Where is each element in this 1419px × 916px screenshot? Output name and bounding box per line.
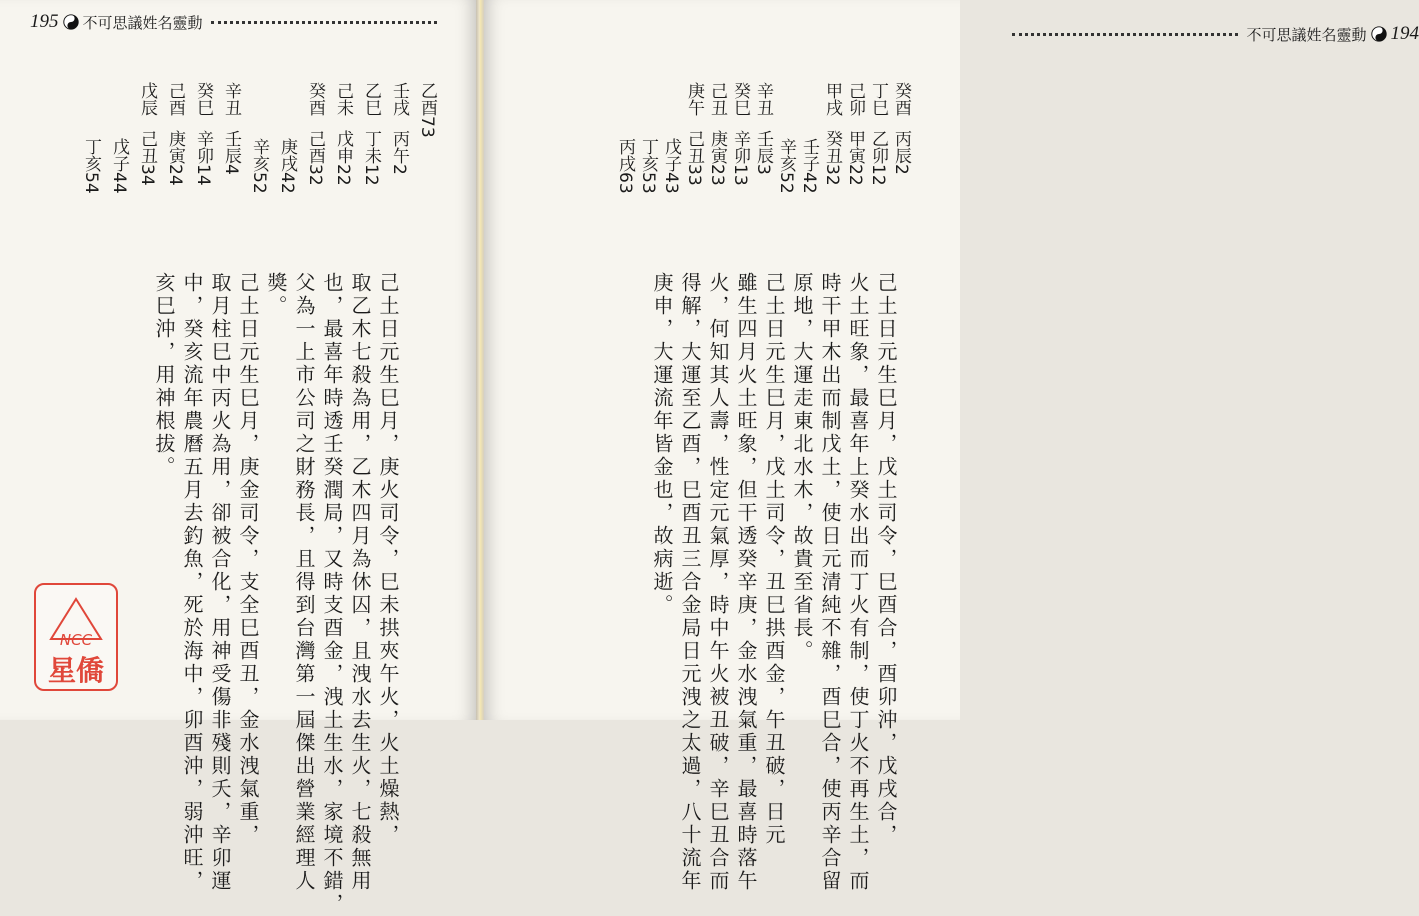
chart-pillar: 辛丑 — [754, 82, 771, 116]
chart-column — [892, 82, 909, 175]
chart-column — [390, 82, 407, 175]
chart-column — [731, 82, 748, 186]
chart-column — [138, 82, 155, 186]
chart-column — [777, 82, 794, 194]
chart-luck-pillar: 癸丑32 — [823, 130, 840, 186]
text-column: 時干甲木出而制戊土，使日元清純不雜，酉巳合，使丙辛合留 — [820, 272, 840, 893]
chart-luck-pillar: 丙午2 — [390, 130, 407, 175]
left-page-number: 195 — [30, 11, 59, 33]
chart-pillar: 戊辰 — [138, 82, 155, 116]
text-column: 己土日元生巳月，戊土司令，丑巳拱酉金，午丑破，日元 — [764, 272, 784, 847]
chart-column — [250, 82, 267, 194]
chart-column — [82, 82, 99, 194]
chart-column — [616, 82, 633, 194]
yin-yang-icon — [1371, 26, 1387, 42]
chart-pillar: 乙酉73 — [418, 82, 435, 138]
chart-column — [685, 82, 702, 186]
text-column: 獎。 — [266, 272, 286, 318]
right-page-number: 194 — [1391, 23, 1419, 45]
chart-luck-pillar: 己酉32 — [306, 130, 323, 186]
left-running-head — [30, 8, 445, 36]
text-column: 己土日元生巳月，戊土司令，巳酉合，酉卯沖，戊戌合， — [876, 272, 896, 847]
text-column: 取乙木七殺為用，乙木四月為休囚，且洩水去生火，七殺無用 — [350, 272, 370, 893]
chart-luck-pillar: 丁未12 — [362, 130, 379, 186]
chart-column — [823, 82, 840, 186]
chart-luck-pillar: 丁亥53 — [639, 138, 656, 194]
chart-column — [334, 82, 351, 186]
chart-luck-pillar: 壬辰4 — [222, 130, 239, 175]
chart-luck-pillar: 丙戌63 — [616, 138, 633, 194]
chart-column — [869, 82, 886, 186]
watermark-latin: NCC — [36, 631, 116, 649]
book-gutter — [476, 0, 484, 720]
chart-column — [306, 82, 323, 186]
chart-column — [194, 82, 211, 186]
chart-pillar: 甲戌 — [823, 82, 840, 116]
text-column: 火土旺象，最喜年上癸水出而丁火有制，使丁火不再生土，而 — [848, 272, 868, 893]
chart-column — [418, 82, 435, 152]
chart-column — [846, 82, 863, 186]
right-head-dotted-rule — [1012, 33, 1238, 36]
watermark-chinese: 星僑 — [36, 649, 116, 689]
text-column: 得解，大運至乙酉，巳酉丑三合金局日元洩之太過，八十流年 — [680, 272, 700, 893]
chart-pillar: 癸酉 — [892, 82, 909, 116]
chart-luck-pillar: 庚戌42 — [278, 138, 295, 194]
chart-luck-pillar: 甲寅22 — [846, 130, 863, 186]
text-column: 庚申，大運流年皆金也，故病逝。 — [652, 272, 672, 617]
chart-luck-pillar: 辛卯14 — [194, 130, 211, 186]
chart-column — [708, 82, 725, 186]
ncc-watermark-logo — [34, 583, 118, 691]
chart-luck-pillar: 壬子42 — [800, 138, 817, 194]
chart-column — [278, 82, 295, 194]
chart-pillar: 己卯 — [846, 82, 863, 116]
chart-luck-pillar: 壬辰3 — [754, 130, 771, 175]
chart-luck-pillar: 丁亥54 — [82, 138, 99, 194]
text-column: 己土日元生巳月，庚金司令，支全巳酉丑，金水洩氣重， — [238, 272, 258, 847]
text-column: 火，何知其人壽，性定元氣厚，時中午火被丑破，辛巳丑合而 — [708, 272, 728, 893]
text-column: 原地，大運走東北水木，故貴至省長。 — [792, 272, 812, 663]
chart-column — [110, 82, 127, 194]
chart-luck-pillar: 庚寅24 — [166, 130, 183, 186]
text-column: 也，最喜年時透壬癸潤局，又時支酉金，洩土生水，家境不錯， — [322, 272, 342, 916]
chart-luck-pillar: 己丑33 — [685, 130, 702, 186]
chart-luck-pillar: 乙卯12 — [869, 130, 886, 186]
left-head-dotted-rule — [211, 21, 437, 24]
chart-pillar: 庚午 — [685, 82, 702, 116]
text-column: 父為一上市公司之財務長，且得到台灣第一屆傑出營業經理人 — [294, 272, 314, 893]
chart-luck-pillar: 辛亥52 — [250, 138, 267, 194]
chart-pillar: 癸酉 — [306, 82, 323, 116]
chart-pillar: 壬戌 — [390, 82, 407, 116]
chart-luck-pillar: 辛亥52 — [777, 138, 794, 194]
text-column: 己土日元生巳月，庚火司令，巳未拱夾午火，火土燥熱， — [378, 272, 398, 847]
chart-pillar: 己未 — [334, 82, 351, 116]
yin-yang-icon — [63, 14, 79, 30]
chart-luck-pillar: 丙辰2 — [892, 130, 909, 175]
right-page — [484, 0, 960, 720]
chart-column — [166, 82, 183, 186]
chart-pillar: 己丑 — [708, 82, 725, 116]
chart-column — [222, 82, 239, 175]
chart-luck-pillar: 庚寅23 — [708, 130, 725, 186]
text-column: 雖生四月火土旺象，但干透癸辛庚，金水洩氣重，最喜時落午 — [736, 272, 756, 893]
left-page — [0, 0, 476, 720]
chart-luck-pillar: 戊子43 — [662, 138, 679, 194]
right-running-head — [1004, 20, 1419, 48]
chart-pillar: 辛丑 — [222, 82, 239, 116]
chart-column — [662, 82, 679, 194]
chart-pillar: 癸巳 — [194, 82, 211, 116]
chart-pillar: 癸巳 — [731, 82, 748, 116]
chart-pillar: 丁巳 — [869, 82, 886, 116]
chart-pillar: 乙巳 — [362, 82, 379, 116]
text-column: 中，癸亥流年農曆五月去釣魚，死於海中，卯酉沖，弱沖旺， — [182, 272, 202, 893]
left-running-title: 不可思議姓名靈動 — [83, 12, 203, 33]
chart-luck-pillar: 戊子44 — [110, 138, 127, 194]
chart-luck-pillar: 戊申22 — [334, 130, 351, 186]
chart-column — [639, 82, 656, 194]
chart-column — [754, 82, 771, 175]
right-running-title: 不可思議姓名靈動 — [1246, 24, 1366, 45]
chart-column — [362, 82, 379, 186]
chart-column — [800, 82, 817, 194]
chart-pillar: 己酉 — [166, 82, 183, 116]
chart-luck-pillar: 己丑34 — [138, 130, 155, 186]
text-column: 取月柱巳中丙火為用，卻被合化，用神受傷非殘則夭，辛卯運 — [210, 272, 230, 893]
chart-luck-pillar: 辛卯13 — [731, 130, 748, 186]
text-column: 亥巳沖，用神根拔。 — [154, 272, 174, 479]
